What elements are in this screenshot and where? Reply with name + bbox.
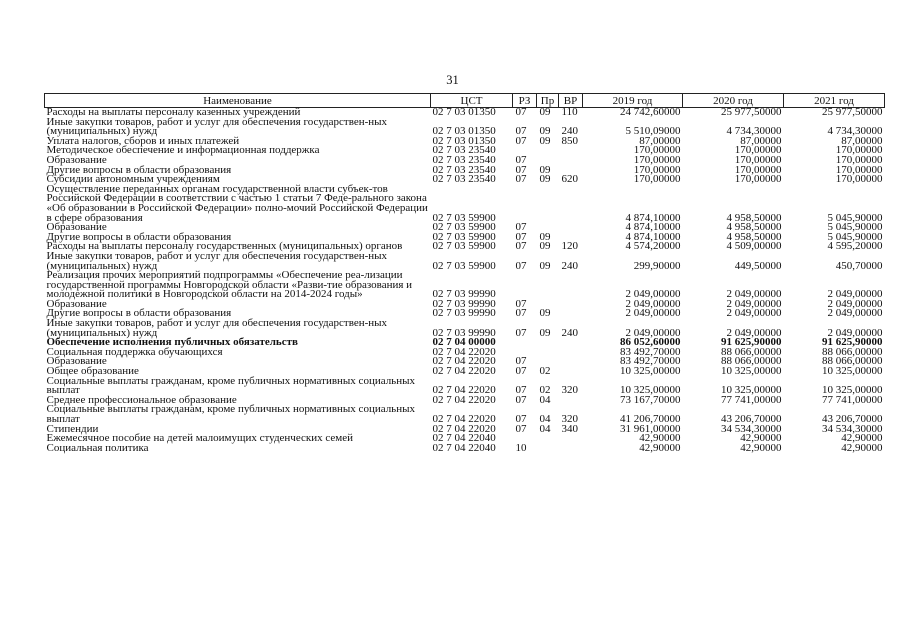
row-cst: 02 7 03 01350 — [432, 134, 496, 147]
row-amount-2020: 170,00000 — [734, 173, 782, 186]
row-amount-2019: 2 049,00000 — [625, 297, 681, 310]
row-amount-2019: 73 167,70000 — [620, 393, 681, 406]
row-cst: 02 7 04 22040 — [432, 432, 496, 445]
row-amount-2019: 2 049,00000 — [625, 307, 681, 320]
row-amount-2019: 31 961,00000 — [620, 422, 681, 435]
row-amount-2019: 170,00000 — [633, 144, 681, 157]
row-amount-2021: 2 049,00000 — [827, 326, 883, 339]
row-vr — [559, 367, 583, 377]
row-pr: 02 — [539, 384, 551, 397]
row-cst: 02 7 03 99990 — [432, 307, 496, 320]
row-amount-2020: 4 958,50000 — [726, 221, 782, 234]
row-rz: 07 — [515, 422, 527, 435]
row-vr — [559, 156, 583, 166]
row-name: Уплата налогов, сборов и иных платежей — [46, 134, 240, 147]
row-rz: 07 — [515, 230, 527, 243]
table-row — [45, 377, 885, 396]
row-amount-2019: 170,00000 — [633, 173, 681, 186]
row-cst: 02 7 03 23540 — [432, 144, 496, 157]
row-amount-2020: 87,00000 — [740, 134, 782, 147]
row-pr: 09 — [539, 307, 551, 320]
row-pr: 09 — [539, 230, 551, 243]
row-cst: 02 7 03 23540 — [432, 173, 496, 186]
row-name: Осуществление переданных органам государственной власти субъек-тов Российской Федерации в соответствии с частью 1 статьи 7 Феде-рального закона «Об образовании в Российской Федерации» полно-мочий Российской Федерации в сфере образования — [46, 182, 428, 224]
row-rz: 07 — [515, 173, 527, 186]
header-vr: ВР — [559, 94, 583, 108]
row-name: Методическое обеспечение и информационная поддержка — [46, 144, 320, 157]
row-pr: 02 — [539, 365, 551, 378]
row-amount-2021: 77 741,00000 — [822, 393, 883, 406]
row-name: Среднее профессиональное образование — [46, 393, 237, 406]
row-amount-2021: 25 977,50000 — [822, 106, 883, 118]
row-vr — [559, 348, 583, 358]
row-amount-2020: 42,90000 — [740, 441, 782, 454]
row-amount-2019: 5 510,09000 — [625, 125, 681, 138]
row-amount-2021: 43 206,70000 — [822, 413, 883, 425]
row-vr — [559, 396, 583, 406]
row-name: Социальная политика — [46, 441, 149, 454]
row-amount-2020: 170,00000 — [734, 144, 782, 157]
header-name: Наименование — [45, 94, 431, 108]
row-pr — [537, 271, 559, 300]
row-vr — [559, 300, 583, 310]
row-rz — [513, 185, 537, 223]
row-name: Иные закупки товаров, работ и услуг для обеспечения государствен-ных (муниципальных) нужд — [46, 317, 388, 339]
row-vr — [559, 357, 583, 367]
row-amount-2020: 2 049,00000 — [726, 297, 782, 310]
row-cst: 02 7 03 01350 — [432, 125, 496, 138]
row-amount-2020: 88 066,00000 — [721, 355, 782, 368]
row-rz — [513, 338, 537, 348]
row-name: Общее образование — [46, 365, 139, 378]
row-vr: 320 — [561, 384, 578, 397]
row-cst: 02 7 04 22020 — [432, 355, 496, 368]
header-cst: ЦСТ — [431, 94, 513, 108]
row-amount-2019: 10 325,00000 — [620, 384, 681, 397]
row-cst: 02 7 03 99990 — [432, 297, 496, 310]
header-pr: Пр — [537, 94, 559, 108]
row-rz: 07 — [515, 125, 527, 138]
row-amount-2021: 88 066,00000 — [822, 355, 883, 368]
row-pr — [537, 348, 559, 358]
row-amount-2019: 4 574,20000 — [625, 240, 681, 253]
row-amount-2019: 83 492,70000 — [620, 355, 681, 368]
row-amount-2019: 10 325,00000 — [620, 365, 681, 378]
row-vr — [559, 223, 583, 233]
row-amount-2019: 4 874,10000 — [625, 221, 681, 234]
row-name: Реализация прочих мероприятий подпрограммы «Обеспечение реа-лизации государственной программы Новгородской области «Разви-тие образования и молодежной политики в Новгородской области на 2014-2024 годы» — [46, 269, 413, 301]
row-rz: 07 — [515, 365, 527, 378]
row-amount-2021: 10 325,00000 — [822, 365, 883, 378]
row-vr: 620 — [561, 173, 578, 186]
row-vr: 340 — [561, 422, 578, 435]
row-rz: 07 — [515, 413, 527, 425]
row-cst: 02 7 03 99990 — [432, 288, 496, 301]
page-number: 31 — [446, 73, 459, 87]
row-amount-2021: 42,90000 — [841, 441, 883, 454]
row-amount-2021: 170,00000 — [835, 163, 883, 176]
row-pr: 09 — [539, 134, 551, 147]
row-rz — [513, 271, 537, 300]
row-amount-2020: 4 734,30000 — [726, 125, 782, 138]
row-name: Субсидии автономным учреждениям — [46, 173, 220, 186]
row-amount-2019: 41 206,70000 — [620, 413, 681, 425]
row-rz: 07 — [515, 221, 527, 234]
row-amount-2019: 42,90000 — [639, 432, 681, 445]
row-vr — [559, 271, 583, 300]
row-amount-2019: 2 049,00000 — [625, 288, 681, 301]
row-name: Образование — [46, 355, 107, 368]
row-name: Стипендии — [46, 422, 99, 435]
row-name: Расходы на выплаты персоналу государственных (муниципальных) органов — [46, 240, 403, 253]
row-rz: 07 — [515, 240, 527, 253]
row-rz: 07 — [515, 384, 527, 397]
row-pr: 09 — [539, 326, 551, 339]
row-pr — [537, 444, 559, 454]
row-name: Образование — [46, 297, 107, 310]
row-vr: 240 — [561, 326, 578, 339]
row-pr: 04 — [539, 413, 551, 425]
row-amount-2021: 2 049,00000 — [827, 297, 883, 310]
row-rz: 07 — [515, 393, 527, 406]
row-rz: 07 — [515, 326, 527, 339]
table-body — [45, 108, 885, 454]
row-vr — [559, 309, 583, 319]
row-cst: 02 7 04 22040 — [432, 441, 496, 454]
row-amount-2019: 4 874,10000 — [625, 211, 681, 224]
row-name: Другие вопросы в области образования — [46, 307, 232, 320]
row-amount-2020: 2 049,00000 — [726, 288, 782, 301]
row-pr: 09 — [539, 259, 551, 272]
row-amount-2019: 2 049,00000 — [625, 326, 681, 339]
table-row — [45, 185, 885, 223]
row-cst: 02 7 03 59900 — [432, 221, 496, 234]
row-amount-2020: 4 958,50000 — [726, 211, 782, 224]
row-amount-2019: 299,90000 — [633, 259, 681, 272]
row-name: Другие вопросы в области образования — [46, 230, 232, 243]
row-pr: 09 — [539, 163, 551, 176]
row-vr — [559, 434, 583, 444]
row-pr — [537, 434, 559, 444]
row-cst: 02 7 03 59900 — [432, 259, 496, 272]
header-rz: РЗ — [513, 94, 537, 108]
row-pr — [537, 338, 559, 348]
row-name: Социальная поддержка обучающихся — [46, 345, 223, 358]
row-pr: 09 — [539, 106, 551, 118]
row-rz: 07 — [515, 297, 527, 310]
row-amount-2020: 25 977,50000 — [721, 106, 782, 118]
row-cst: 02 7 03 23540 — [432, 163, 496, 176]
row-cst: 02 7 04 22020 — [432, 345, 496, 358]
budget-table — [44, 93, 885, 453]
row-amount-2021: 5 045,90000 — [827, 221, 883, 234]
row-amount-2021: 87,00000 — [841, 134, 883, 147]
row-name: Образование — [46, 221, 107, 234]
row-rz: 07 — [515, 307, 527, 320]
row-amount-2020: 4 958,50000 — [726, 230, 782, 243]
row-amount-2019: 170,00000 — [633, 153, 681, 166]
header-2019: 2019 год — [583, 94, 683, 108]
table-row — [45, 405, 885, 424]
row-name: Другие вопросы в области образования — [46, 163, 232, 176]
row-vr: 120 — [561, 240, 578, 253]
row-amount-2021: 170,00000 — [835, 144, 883, 157]
row-amount-2019: 86 052,60000 — [620, 336, 681, 349]
row-amount-2020: 170,00000 — [734, 153, 782, 166]
row-vr — [559, 338, 583, 348]
row-amount-2020: 88 066,00000 — [721, 345, 782, 358]
row-amount-2021: 10 325,00000 — [822, 384, 883, 397]
row-amount-2020: 170,00000 — [734, 163, 782, 176]
row-amount-2021: 4 734,30000 — [827, 125, 883, 138]
row-vr: 320 — [561, 413, 578, 425]
row-cst: 02 7 03 01350 — [432, 106, 496, 118]
row-cst: 02 7 03 23540 — [432, 153, 496, 166]
row-vr — [559, 444, 583, 454]
row-amount-2020: 449,50000 — [734, 259, 782, 272]
row-cst: 02 7 03 59900 — [432, 230, 496, 243]
row-amount-2020: 2 049,00000 — [726, 326, 782, 339]
row-cst: 02 7 04 00000 — [432, 336, 496, 349]
row-amount-2020: 34 534,30000 — [721, 422, 782, 435]
row-amount-2020: 91 625,90000 — [721, 336, 782, 349]
row-name: Иные закупки товаров, работ и услуг для обеспечения государствен-ных (муниципальных) нужд — [46, 249, 388, 272]
row-amount-2021: 34 534,30000 — [822, 422, 883, 435]
row-amount-2019: 87,00000 — [639, 134, 681, 147]
row-amount-2019: 24 742,60000 — [620, 106, 681, 118]
row-vr: 850 — [561, 134, 578, 147]
row-vr — [559, 146, 583, 156]
row-rz: 07 — [515, 163, 527, 176]
row-name: Расходы на выплаты персоналу казенных учреждений — [46, 106, 301, 118]
row-pr: 09 — [539, 173, 551, 186]
row-name: Иные закупки товаров, работ и услуг для обеспечения государствен-ных (муниципальных) нужд — [46, 115, 388, 138]
row-pr — [537, 146, 559, 156]
row-amount-2019: 4 874,10000 — [625, 230, 681, 243]
row-vr: 240 — [561, 125, 578, 138]
row-pr: 04 — [539, 422, 551, 435]
row-amount-2020: 10 325,00000 — [721, 384, 782, 397]
row-name: Социальные выплаты гражданам, кроме публичных нормативных социальных выплат — [46, 403, 415, 425]
row-amount-2019: 170,00000 — [633, 163, 681, 176]
row-rz: 07 — [515, 259, 527, 272]
row-pr: 09 — [539, 240, 551, 253]
table-row — [45, 271, 885, 300]
row-amount-2021: 450,70000 — [835, 259, 883, 272]
row-pr: 09 — [539, 125, 551, 138]
row-cst: 02 7 04 22020 — [432, 384, 496, 397]
row-amount-2021: 42,90000 — [841, 432, 883, 445]
row-amount-2021: 4 595,20000 — [827, 240, 883, 253]
row-amount-2021: 5 045,90000 — [827, 230, 883, 243]
row-name: Обеспечение исполнения публичных обязательств — [46, 336, 298, 349]
row-rz: 07 — [515, 106, 527, 118]
row-cst: 02 7 04 22020 — [432, 422, 496, 435]
row-cst: 02 7 03 99990 — [432, 326, 496, 339]
row-rz: 10 — [515, 441, 527, 454]
header-2020: 2020 год — [683, 94, 784, 108]
row-amount-2020: 43 206,70000 — [721, 413, 782, 425]
table-row — [45, 118, 885, 137]
row-name: Ежемесячное пособие на детей малоимущих студенческих семей — [46, 432, 353, 445]
row-amount-2021: 88 066,00000 — [822, 345, 883, 358]
row-pr: 04 — [539, 393, 551, 406]
row-amount-2020: 4 509,00000 — [726, 240, 782, 253]
row-amount-2020: 2 049,00000 — [726, 307, 782, 320]
row-cst: 02 7 03 59900 — [432, 240, 496, 253]
row-amount-2019: 42,90000 — [639, 441, 681, 454]
row-amount-2020: 10 325,00000 — [721, 365, 782, 378]
row-cst: 02 7 04 22020 — [432, 365, 496, 378]
header-2021: 2021 год — [784, 94, 885, 108]
row-vr: 240 — [561, 259, 578, 272]
row-amount-2021: 2 049,00000 — [827, 288, 883, 301]
row-amount-2020: 42,90000 — [740, 432, 782, 445]
row-amount-2021: 91 625,90000 — [822, 336, 883, 349]
row-cst: 02 7 04 22020 — [432, 413, 496, 425]
row-amount-2021: 170,00000 — [835, 173, 883, 186]
row-rz: 07 — [515, 134, 527, 147]
row-amount-2019: 83 492,70000 — [620, 345, 681, 358]
row-amount-2021: 2 049,00000 — [827, 307, 883, 320]
row-amount-2021: 170,00000 — [835, 153, 883, 166]
row-cst: 02 7 03 59900 — [432, 211, 496, 224]
row-rz: 07 — [515, 355, 527, 368]
row-rz: 07 — [515, 153, 527, 166]
table-row — [45, 444, 885, 454]
row-name: Социальные выплаты гражданам, кроме публичных нормативных социальных выплат — [46, 374, 415, 397]
row-vr — [559, 185, 583, 223]
row-amount-2021: 5 045,90000 — [827, 211, 883, 224]
row-pr — [537, 185, 559, 223]
row-vr: 110 — [561, 106, 578, 118]
row-cst: 02 7 04 22020 — [432, 393, 496, 406]
row-amount-2020: 77 741,00000 — [721, 393, 782, 406]
row-name: Образование — [46, 153, 107, 166]
